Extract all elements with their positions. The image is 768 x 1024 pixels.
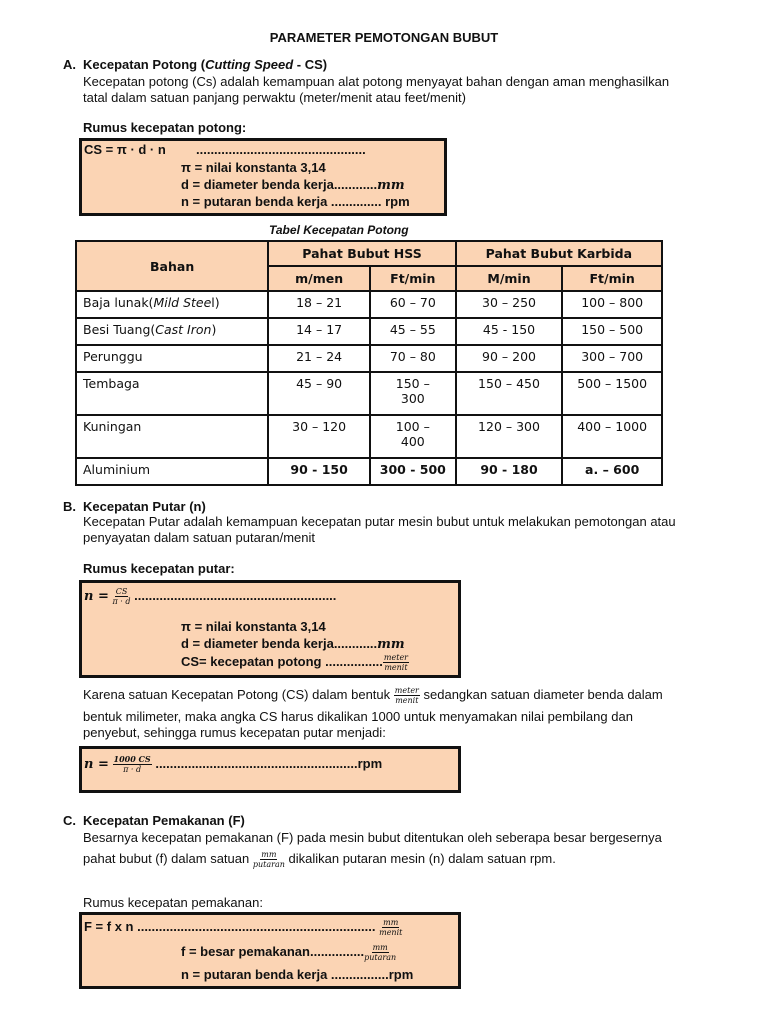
heading-italic: Cutting Speed (205, 57, 294, 72)
text-italic: Mild Stee (153, 295, 212, 310)
cell-value: 300 – 700 (562, 345, 662, 372)
cell-value: 45 - 150 (456, 318, 563, 345)
formula-main: CS = π · d · n (84, 142, 166, 157)
subheader: Ft/min (370, 266, 456, 291)
unit: mm (377, 637, 405, 652)
formula-dots: ........................................................rpm (155, 755, 383, 771)
cell-value: 400 – 1000 (562, 415, 662, 458)
text: l) (211, 295, 220, 310)
text-italic: Cast Iron (155, 322, 212, 337)
paragraph: bentuk milimeter, maka angka CS harus dikalikan 1000 untuk menyamakan nilai pembilang dan (83, 709, 633, 724)
cell-value: 45 – 90 (268, 372, 370, 415)
table-caption: Tabel Kecepatan Potong (269, 223, 409, 237)
cell-bahan (76, 318, 268, 345)
cell-value: 100 – 800 (562, 291, 662, 318)
unit-fraction (364, 943, 396, 962)
header-karbida: Pahat Bubut Karbida (456, 241, 662, 266)
table-row (76, 291, 662, 318)
cell-value: 60 – 70 (370, 291, 456, 318)
section-c-letter: C. (63, 813, 76, 828)
formula-text: CS= kecepatan potong ................ (181, 653, 383, 669)
table-header-row (76, 241, 662, 266)
table-row (76, 318, 662, 345)
text: pahat bubut (f) dalam satuan (83, 850, 250, 866)
formula-line: π = nilai konstanta 3,14 (181, 619, 326, 634)
cutting-speed-table (75, 240, 663, 486)
numerator: mm (383, 918, 399, 927)
formula-main (84, 755, 382, 774)
cell-bahan (76, 458, 268, 485)
text: Kuningan (83, 419, 142, 434)
formula-text: d = diameter benda kerja............ (181, 636, 378, 651)
cell-bahan (76, 345, 268, 372)
formula-text: f = besar pemakanan............... (181, 943, 365, 959)
denominator: putaran (364, 953, 397, 962)
paragraph: penyebut, sehingga rumus kecepatan putar menjadi: (83, 725, 386, 740)
numerator: meter (394, 686, 419, 695)
formula-dots: ............................................... (196, 142, 366, 157)
text: ) (211, 322, 217, 337)
cell-value: 500 – 1500 (562, 372, 662, 415)
cell-bahan (76, 415, 268, 458)
cell-value: 14 – 17 (268, 318, 370, 345)
cell-value: 70 – 80 (370, 345, 456, 372)
cell-value: 21 – 24 (268, 345, 370, 372)
formula-line (181, 653, 409, 672)
cell-value: 90 – 200 (456, 345, 563, 372)
subheader: M/min (456, 266, 563, 291)
text: Perunggu (83, 349, 143, 364)
table-row (76, 345, 662, 372)
section-c-heading: Kecepatan Pemakanan (F) (83, 813, 245, 828)
table-row (76, 415, 662, 458)
subheader: m/men (268, 266, 370, 291)
page-title: PARAMETER PEMOTONGAN BUBUT (269, 30, 499, 45)
denominator: π · d (123, 765, 142, 774)
section-a-letter: A. (63, 57, 76, 72)
heading-text: - CS) (293, 57, 328, 72)
paragraph: Kecepatan potong (Cs) adalah kemampuan alat potong menyayat bahan dengan aman menghasilkan (83, 74, 670, 89)
cell-value: 150 – 450 (456, 372, 563, 415)
text: Besi Tuang( (83, 322, 156, 337)
formula-line (181, 943, 396, 962)
denominator: menit (379, 928, 403, 937)
cell-value: 300 - 500 (370, 458, 456, 485)
cell-value: 18 – 21 (268, 291, 370, 318)
formula-main (84, 587, 336, 606)
heading-text: Kecepatan Potong ( (83, 57, 206, 72)
subheader: Ft/min (562, 266, 662, 291)
formula-line: π = nilai konstanta 3,14 (181, 160, 326, 175)
cell-value: 90 - 150 (268, 458, 370, 485)
formula-line: n = putaran benda kerja .............. rpm (181, 194, 410, 209)
cell-value: 90 - 180 (456, 458, 563, 485)
header-hss: Pahat Bubut HSS (268, 241, 455, 266)
cell-value: 150 – 300 (370, 372, 456, 415)
numerator: CS (115, 587, 128, 596)
text: Karena satuan Kecepatan Potong (CS) dalam bentuk (83, 686, 391, 702)
formula-dots: ........................................................ (134, 587, 337, 603)
formula-box-n (79, 580, 461, 678)
formula-heading: Rumus kecepatan potong: (83, 120, 247, 135)
table-row (76, 372, 662, 415)
paragraph (83, 686, 663, 705)
formula-box-n-1000 (79, 746, 461, 793)
unit-fraction (383, 653, 409, 672)
text: Tembaga (83, 376, 140, 391)
numerator: mm (261, 850, 277, 859)
cell-value: 30 – 120 (268, 415, 370, 458)
unit-fraction (394, 686, 420, 705)
paragraph: tatal dalam satuan panjang perwaktu (meter/menit atau feet/menit) (83, 90, 466, 105)
header-bahan: Bahan (76, 241, 268, 291)
unit: mm (377, 178, 405, 193)
denominator: menit (395, 696, 419, 705)
text: Baja lunak( (83, 295, 154, 310)
formula-box-f (79, 912, 461, 989)
formula-line (181, 636, 405, 652)
text: sedangkan satuan diameter benda dalam (423, 686, 663, 702)
paragraph: Besarnya kecepatan pemakanan (F) pada mesin bubut ditentukan oleh seberapa besar bergesernya (83, 830, 662, 845)
formula-line: n = putaran benda kerja ................rpm (181, 967, 414, 982)
numerator: meter (383, 653, 408, 662)
denominator: putaran (252, 860, 285, 869)
section-a-heading (83, 57, 327, 72)
formula-text: d = diameter benda kerja............ (181, 177, 378, 192)
cell-value: a. – 600 (562, 458, 662, 485)
numerator: mm (372, 943, 388, 952)
section-b-heading: Kecepatan Putar (n) (83, 499, 206, 514)
cell-value: 30 – 250 (456, 291, 563, 318)
section-b-letter: B. (63, 499, 76, 514)
formula-heading: Rumus kecepatan pemakanan: (83, 895, 263, 910)
numerator: 1000 CS (113, 754, 151, 764)
cell-value: 45 – 55 (370, 318, 456, 345)
denominator: menit (384, 663, 408, 672)
denominator: π · d (112, 597, 131, 606)
formula-box-cs (79, 138, 447, 216)
fraction (113, 755, 152, 774)
formula-main (84, 918, 402, 937)
formula-text: F = f x n .................................................................. (84, 918, 376, 934)
text: dikalikan putaran mesin (n) dalam satuan rpm. (288, 850, 556, 866)
formula-heading: Rumus kecepatan putar: (83, 561, 235, 576)
fraction (113, 587, 131, 606)
formula-line (181, 177, 405, 193)
unit-fraction (253, 850, 285, 869)
text: Aluminium (83, 462, 151, 477)
cell-value: 150 – 500 (562, 318, 662, 345)
paragraph: penyayatan dalam satuan putaran/menit (83, 530, 315, 545)
paragraph (83, 850, 556, 869)
cell-value: 120 – 300 (456, 415, 563, 458)
table-row (76, 458, 662, 485)
formula-lhs: n = (84, 756, 109, 772)
cell-bahan (76, 372, 268, 415)
formula-lhs: n = (84, 588, 109, 604)
paragraph: Kecepatan Putar adalah kemampuan kecepatan putar mesin bubut untuk melakukan pemotongan atau (83, 514, 676, 529)
cell-value: 100 – 400 (370, 415, 456, 458)
unit-fraction (379, 918, 402, 937)
cell-bahan (76, 291, 268, 318)
